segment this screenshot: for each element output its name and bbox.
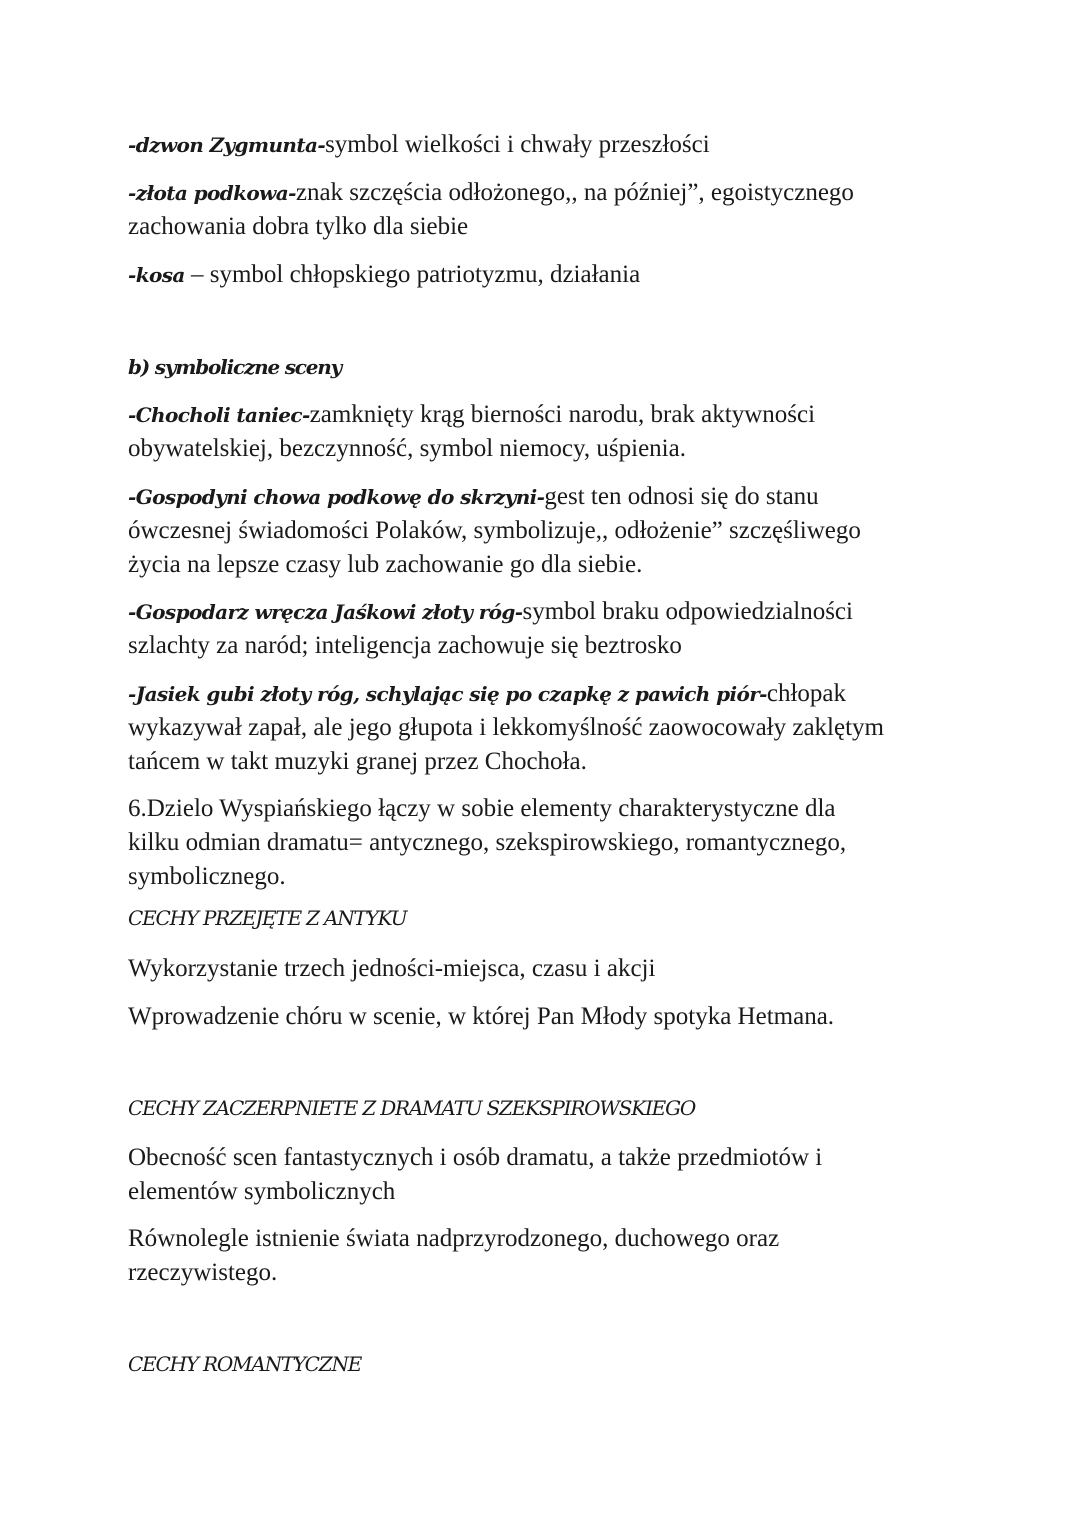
scene-item-chocholi-cont: obywatelskiej, bezczynność, symbol niemocy, uśpienia. [128,435,686,462]
scene-item-jasiek-cont: wykazywał zapał, ale jego głupota i lekkomyślność zaowocowały zaklętym [128,714,884,741]
definition: symbol braku odpowiedzialności [522,598,853,625]
point6-line3: symbolicznego. [128,863,286,890]
term: -złota podkowa- [128,181,296,205]
symbol-item-podkowa-cont: zachowania dobra tylko dla siebie [128,213,469,240]
shakespeare-item-cont: rzeczywistego. [128,1259,278,1286]
term: -Jasiek gubi złoty róg, schylając się po czapkę z pawich piór- [128,682,767,706]
shakespeare-item-cont: elementów symbolicznych [128,1178,396,1205]
definition: zamknięty krąg bierności narodu, brak aktywności [309,401,816,428]
term: -kosa [128,263,185,287]
scene-item-gospodarz-cont: szlachty za naród; inteligencja zachowuje się beztrosko [128,632,682,659]
shakespeare-item: Obecność scen fantastycznych i osób dramatu, a także przedmiotów i [128,1144,823,1171]
section-heading-romantic: CECHY ROMANTYCZNE [128,1352,362,1376]
scene-item-gospodyni [128,480,948,514]
shakespeare-item: Równolegle istnienie świata nadprzyrodzonego, duchowego oraz [128,1225,780,1252]
term: -Chocholi taniec- [128,403,310,427]
definition: – symbol chłopskiego patriotyzmu, działania [184,261,641,288]
symbol-item-kosa [128,258,948,292]
definition: znak szczęścia odłożonego,, na później”, egoistycznego [295,179,854,206]
definition: gest ten odnosi się do stanu [544,483,819,510]
term: -Gospodarz wręcza Jaśkowi złoty róg- [128,600,523,624]
point6-line2: kilku odmian dramatu= antycznego, szekspirowskiego, romantycznego, [128,829,847,856]
symbol-item-podkowa [128,176,948,210]
section-heading-antiquity: CECHY PRZEJĘTE Z ANTYKU [128,906,407,930]
scene-item-gospodarz [128,595,948,629]
scene-item-gospodyni-cont: ówczesnej świadomości Polaków, symbolizuje,, odłożenie” szczęśliwego [128,517,861,544]
definition: symbol wielkości i chwały przeszłości [325,131,710,158]
term: -dzwon Zygmunta- [128,133,326,157]
antiquity-item: Wykorzystanie trzech jedności-miejsca, czasu i akcji [128,955,656,982]
scene-item-chocholi [128,398,948,432]
antiquity-item: Wprowadzenie chóru w scenie, w której Pan Młody spotyka Hetmana. [128,1003,835,1030]
scene-item-jasiek-cont2: tańcem w takt muzyki granej przez Chochoła. [128,748,587,775]
scene-item-jasiek [128,677,948,711]
point6-line1: 6.Dzielo Wyspiańskiego łączy w sobie elementy charakterystyczne dla [128,795,836,822]
scene-item-gospodyni-cont2: życia na lepsze czasy lub zachowanie go dla siebie. [128,551,643,578]
definition: chłopak [766,680,847,707]
section-heading-shakespeare: CECHY ZACZERPNIETE Z DRAMATU SZEKSPIROWSKIEGO [128,1096,696,1120]
symbol-item-dzwon [128,128,948,162]
section-heading-scenes: b) symboliczne sceny [128,355,342,379]
term: -Gospodyni chowa podkowę do skrzyni- [128,485,545,509]
